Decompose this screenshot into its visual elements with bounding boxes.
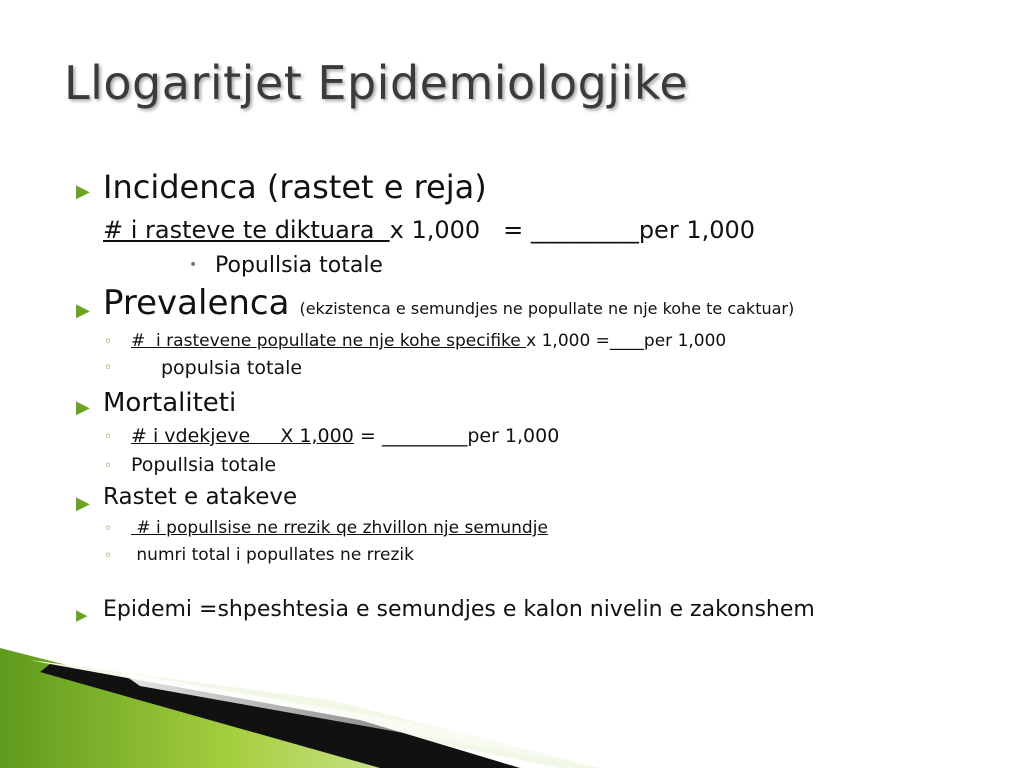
mortaliteti-formula bbox=[131, 425, 559, 447]
slide-title: Llogaritjet Epidemiologjike bbox=[64, 56, 689, 110]
prevalenca-formula-rest: x 1,000 =____per 1,000 bbox=[526, 331, 727, 351]
prevalenca-formula bbox=[131, 331, 726, 351]
prevalenca-heading-line bbox=[103, 283, 794, 323]
incidenca-denominator: Popullsia totale bbox=[215, 253, 383, 278]
prevalenca-heading: Prevalenca bbox=[103, 283, 290, 323]
prevalenca-note: (ekzistenca e semundjes ne popullate ne nje kohe te caktuar) bbox=[299, 299, 795, 318]
green-circle-bullet-icon: ◦ bbox=[104, 360, 113, 376]
mortaliteti-denominator: Popullsia totale bbox=[131, 454, 277, 476]
green-circle-bullet-icon: ◦ bbox=[104, 521, 113, 537]
green-triangle-bullet-icon: ▶ bbox=[76, 181, 90, 202]
green-circle-bullet-icon: ◦ bbox=[104, 429, 113, 445]
epidemi-text: Epidemi =shpeshtesia e semundjes e kalon nivelin e zakonshem bbox=[103, 597, 815, 622]
prevalenca-numerator: # i rastevene popullate ne nje kohe specifike bbox=[131, 331, 527, 351]
green-triangle-bullet-icon: ▶ bbox=[76, 397, 90, 418]
atakeve-numerator: # i popullsise ne rrezik qe zhvillon nje semundje bbox=[131, 518, 548, 538]
incidenca-numerator: # i rasteve te diktuara bbox=[103, 216, 390, 244]
green-circle-bullet-icon: ◦ bbox=[104, 548, 113, 564]
gray-dot-bullet-icon: • bbox=[189, 257, 198, 273]
green-triangle-bullet-icon: ▶ bbox=[76, 493, 90, 514]
green-circle-bullet-icon: ◦ bbox=[104, 334, 113, 350]
mortaliteti-heading: Mortaliteti bbox=[103, 388, 237, 418]
green-circle-bullet-icon: ◦ bbox=[104, 458, 113, 474]
prevalenca-denominator: populsia totale bbox=[161, 357, 303, 379]
incidenca-heading: Incidenca (rastet e reja) bbox=[103, 168, 487, 206]
atakeve-denominator: numri total i popullates ne rrezik bbox=[131, 545, 414, 565]
green-triangle-bullet-icon: ▶ bbox=[76, 300, 90, 321]
mortaliteti-numerator: # i vdekjeve X 1,000 bbox=[131, 425, 354, 447]
atakeve-heading: Rastet e atakeve bbox=[103, 484, 298, 510]
incidenca-formula bbox=[103, 216, 755, 244]
green-triangle-bullet-icon: ▶ bbox=[76, 606, 88, 624]
incidenca-formula-rest: x 1,000 = _________per 1,000 bbox=[389, 216, 756, 244]
mortaliteti-formula-rest: = _________per 1,000 bbox=[353, 425, 560, 447]
